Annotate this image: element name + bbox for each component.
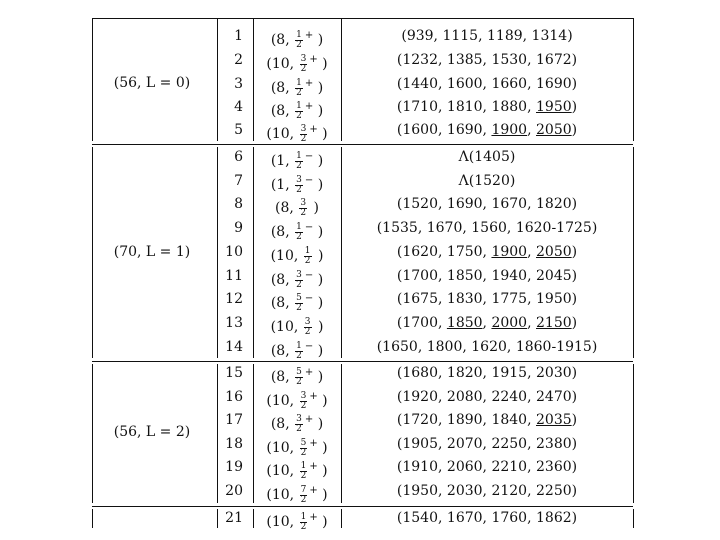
mass-value: 1850 [446,268,483,284]
mass-value: 2150 [536,315,572,331]
mass-value: 1905 [402,436,438,452]
mass-value: 2035 [536,412,572,428]
mass-values: (1675, 1830, 1775, 1950) [396,291,578,307]
quantum-numbers: (8, $\frac{3}{2}$ ) [275,197,319,218]
quantum-numbers: (8, $\frac{5}{2}$ + ) [270,366,324,387]
mass-values: (1905, 2070, 2250, 2380) [396,436,578,452]
quantum-numbers: (8, $\frac{1}{2}$ + ) [270,100,324,121]
row-number: 1 [234,28,243,44]
mass-values [347,173,627,189]
mass-value: 2360 [536,459,572,475]
mass-value: 1800 [426,339,463,355]
mass-values: (1720, 1890, 1840, 2035) [396,412,578,428]
quantum-numbers: (10, $\frac{1}{2}$ ) [270,245,324,266]
mass-values: (1910, 2060, 2210, 2360) [396,459,578,475]
flavor-multiplet: 10 [271,56,290,72]
left-border-rule [92,509,93,528]
mass-value: 2000 [491,315,528,331]
row-number: 4 [234,99,243,115]
mass-value: 2080 [446,389,483,405]
parity-sign: + [304,78,314,89]
quantum-numbers: (10, $\frac{7}{2}$ + ) [266,484,328,505]
mass-value: 2050 [536,122,572,138]
mass-value: 2070 [446,436,483,452]
mass-value: 1620 [471,339,507,355]
right-border-rule [633,18,634,141]
parity-sign: − [304,175,314,186]
mass-value: 1690 [446,196,483,212]
mass-value: 2380 [536,436,572,452]
mass-value: 1650 [382,339,418,355]
mass-value: 1385 [446,52,483,68]
row-number: 10 [225,244,243,260]
mass-value: 1775 [491,291,528,307]
mass-values: (1440, 1600, 1660, 1690) [396,76,578,92]
mass-value: 1690 [446,122,483,138]
row-number: 16 [225,389,243,405]
quantum-numbers: (1, $\frac{1}{2}$ − ) [270,150,324,171]
mass-values: (1700, 1850, 2000, 2150) [396,315,578,331]
mass-value: 1600 [402,122,438,138]
row-number: 9 [234,220,243,236]
mass-value: 1700 [402,315,438,331]
left-border-rule [92,147,93,358]
parity-sign: − [304,293,314,304]
spin-fraction: $\frac{1}{2}$ [296,150,302,171]
mass-value: 1890 [446,412,483,428]
right-border-rule [633,509,634,528]
quantum-numbers: (8, $\frac{3}{2}$ + ) [270,413,324,434]
spin-fraction: $\frac{3}{2}$ [304,316,311,337]
parity-sign: − [304,270,314,281]
mass-values: (1650, 1800, 1620, 1860-1915) [376,339,598,355]
row-number: 8 [234,196,243,212]
mass-value: 1860-1915 [515,339,592,355]
row-number: 21 [225,510,243,526]
mass-value: 1670 [446,510,483,526]
mass-value: 1820 [446,365,483,381]
parity-sign: + [309,485,318,496]
mass-value: 1720 [402,412,438,428]
parity-sign: + [309,512,318,523]
mass-values: (1540, 1670, 1760, 1862) [396,510,578,526]
flavor-multiplet: 10 [271,393,290,409]
mass-values: (1950, 2030, 2120, 2250) [396,483,578,499]
flavor-multiplet: 8 [276,295,286,311]
spin-fraction: $\frac{3}{2}$ [296,413,302,434]
mass-value: 1670 [426,220,463,236]
spin-fraction: $\frac{1}{2}$ [296,100,302,121]
spin-fraction: $\frac{3}{2}$ [300,53,307,74]
mass-value: 1670 [491,196,528,212]
flavor-multiplet: 8 [276,103,286,119]
mass-value: 1950 [536,291,572,307]
mass-values: (939, 1115, 1189, 1314) [401,28,573,44]
group-separator-rule [92,506,633,507]
parity-sign: + [304,367,314,378]
mass-value: 1830 [446,291,483,307]
spin-fraction: $\frac{5}{2}$ [296,292,302,313]
flavor-multiplet: 8 [276,369,286,385]
parity-sign: + [309,438,318,449]
row-number: 13 [225,315,243,331]
mass-value: 1915 [491,365,528,381]
mass-value: 1690 [536,76,572,92]
quantum-numbers: (8, $\frac{5}{2}$ − ) [270,292,324,313]
spin-fraction: $\frac{1}{2}$ [300,460,307,481]
row-number: 5 [234,122,243,138]
mass-value: 1900 [491,122,528,138]
spin-fraction: $\frac{3}{2}$ [300,390,307,411]
mass-value: 2030 [536,365,572,381]
mass-value: 1910 [402,459,438,475]
mass-value: 2250 [536,483,572,499]
spin-fraction: $\frac{3}{2}$ [300,197,307,218]
spin-fraction: $\frac{7}{2}$ [300,484,307,505]
parity-sign: + [304,30,314,41]
row-number: 6 [234,149,243,165]
spin-fraction: $\frac{1}{2}$ [300,511,307,532]
mass-value: 1672 [536,52,572,68]
mass-values: (1600, 1690, 1900, 2050) [396,122,578,138]
quantum-numbers: (8, $\frac{1}{2}$ − ) [270,340,324,361]
mass-value: 2045 [536,268,572,284]
mass-value: 1620 [402,244,438,260]
flavor-multiplet: 8 [276,343,286,359]
mass-values: (1620, 1750, 1900, 2050) [396,244,578,260]
quantum-numbers: (10, $\frac{3}{2}$ + ) [266,390,328,411]
parity-sign: + [309,54,318,65]
flavor-multiplet: 10 [276,319,294,335]
mass-value: 1710 [402,99,438,115]
quantum-numbers: (10, $\frac{3}{2}$ + ) [266,123,328,144]
spin-fraction: $\frac{1}{2}$ [296,29,302,50]
mass-value: 1840 [491,412,528,428]
parity-sign: − [304,151,314,162]
mass-value: 2060 [446,459,483,475]
quantum-numbers: (10, $\frac{1}{2}$ + ) [266,511,328,532]
spin-fraction: $\frac{3}{2}$ [296,269,302,290]
mass-values: (1710, 1810, 1880, 1950) [396,99,578,115]
quantum-numbers: (8, $\frac{1}{2}$ + ) [270,77,324,98]
flavor-multiplet: 8 [276,80,286,96]
mass-values: (1520, 1690, 1670, 1820) [396,196,578,212]
mass-value: 1530 [491,52,528,68]
mass-value: 1940 [491,268,528,284]
flavor-multiplet: 10 [271,463,290,479]
flavor-multiplet: 8 [276,32,286,48]
row-number: 15 [225,365,243,381]
spin-fraction: $\frac{1}{2}$ [296,221,302,242]
mass-value: 1314 [531,28,568,44]
mass-value: 2120 [491,483,528,499]
parity-sign: + [304,414,314,425]
row-number: 3 [234,76,243,92]
mass-value: 1440 [402,76,438,92]
mass-value: 2050 [536,244,572,260]
quantum-numbers: (10, $\frac{1}{2}$ + ) [266,460,328,481]
spin-fraction: $\frac{1}{2}$ [296,340,302,361]
right-border-rule [633,364,634,503]
flavor-multiplet: 1 [276,177,286,193]
quantum-numbers: (8, $\frac{1}{2}$ − ) [270,221,324,242]
mass-value: 1760 [491,510,528,526]
mass-values: (1535, 1670, 1560, 1620-1725) [376,220,598,236]
mass-value: 1620-1725 [515,220,592,236]
row-number: 19 [225,459,243,475]
parity-sign: + [309,124,318,135]
mass-value: 1520 [402,196,438,212]
mass-value: 1880 [491,99,528,115]
row-number: 11 [225,268,243,284]
parity-sign: + [309,461,318,472]
group-separator-rule [92,144,633,145]
spin-fraction: $\frac{1}{2}$ [304,245,311,266]
mass-value: 2210 [491,459,528,475]
spin-fraction: $\frac{3}{2}$ [300,123,307,144]
multiplet-group-label: (70, L = 1) [113,244,191,260]
parity-sign: − [304,341,314,352]
mass-value: 1600 [446,76,483,92]
quantum-numbers: (10, $\frac{3}{2}$ ) [270,316,324,337]
mass-value: 1535 [382,220,418,236]
row-number: 18 [225,436,243,452]
mass-value: 1675 [402,291,438,307]
spin-fraction: $\frac{3}{2}$ [296,174,302,195]
row-number: 20 [225,483,243,499]
quantum-numbers: (1, $\frac{3}{2}$ − ) [270,174,324,195]
quantum-numbers: (10, $\frac{3}{2}$ + ) [266,53,328,74]
mass-values [347,149,627,165]
mass-value: 1950 [402,483,438,499]
lambda-state-label: Λ(1405) [458,149,516,165]
spin-fraction: $\frac{1}{2}$ [296,77,302,98]
mass-values: (1700, 1850, 1940, 2045) [396,268,578,284]
spin-fraction: $\frac{5}{2}$ [296,366,302,387]
parity-sign: + [309,391,318,402]
row-number: 2 [234,52,243,68]
quantum-numbers: (8, $\frac{1}{2}$ + ) [270,29,324,50]
mass-value: 1810 [446,99,483,115]
right-border-rule [633,147,634,358]
quantum-numbers: (8, $\frac{3}{2}$ − ) [270,269,324,290]
flavor-multiplet: 10 [271,440,290,456]
mass-value: 1660 [491,76,528,92]
row-number: 17 [225,412,243,428]
multiplet-group-label: (56, L = 0) [113,75,191,91]
flavor-multiplet: 10 [271,487,290,503]
parity-sign: + [304,101,314,112]
row-number: 7 [234,173,243,189]
mass-values: (1920, 2080, 2240, 2470) [396,389,578,405]
mass-value: 1232 [402,52,438,68]
group-separator-rule [92,361,633,362]
table-top-rule [92,18,633,19]
flavor-multiplet: 8 [276,416,286,432]
parity-sign: − [304,222,314,233]
row-number: 12 [225,291,243,307]
flavor-multiplet: 8 [276,224,286,240]
mass-value: 1900 [491,244,528,260]
mass-value: 1820 [536,196,572,212]
mass-value: 1115 [442,28,479,44]
mass-value: 1950 [536,99,572,115]
quantum-numbers: (10, $\frac{5}{2}$ + ) [266,437,328,458]
spin-fraction: $\frac{5}{2}$ [300,437,307,458]
mass-value: 1560 [471,220,507,236]
flavor-multiplet: 8 [280,200,290,216]
mass-value: 1189 [487,28,523,44]
mass-value: 1700 [402,268,438,284]
mass-value: 1920 [402,389,438,405]
flavor-multiplet: 1 [276,153,286,169]
flavor-multiplet: 8 [276,272,286,288]
mass-value: 2240 [491,389,528,405]
mass-value: 2250 [491,436,528,452]
mass-value: 939 [406,28,434,44]
mass-value: 2030 [446,483,483,499]
flavor-multiplet: 10 [271,514,290,530]
mass-value: 1862 [536,510,572,526]
left-border-rule [92,364,93,503]
flavor-multiplet: 10 [271,126,290,142]
mass-values: (1232, 1385, 1530, 1672) [396,52,578,68]
lambda-state-label: Λ(1520) [458,173,516,189]
flavor-multiplet: 10 [276,248,294,264]
mass-values: (1680, 1820, 1915, 2030) [396,365,578,381]
left-border-rule [92,18,93,141]
mass-value: 1850 [446,315,483,331]
row-number: 14 [225,339,243,355]
multiplet-group-label: (56, L = 2) [113,424,191,440]
mass-value: 1750 [446,244,483,260]
mass-value: 1680 [402,365,438,381]
mass-value: 1540 [402,510,438,526]
mass-value: 2470 [536,389,572,405]
